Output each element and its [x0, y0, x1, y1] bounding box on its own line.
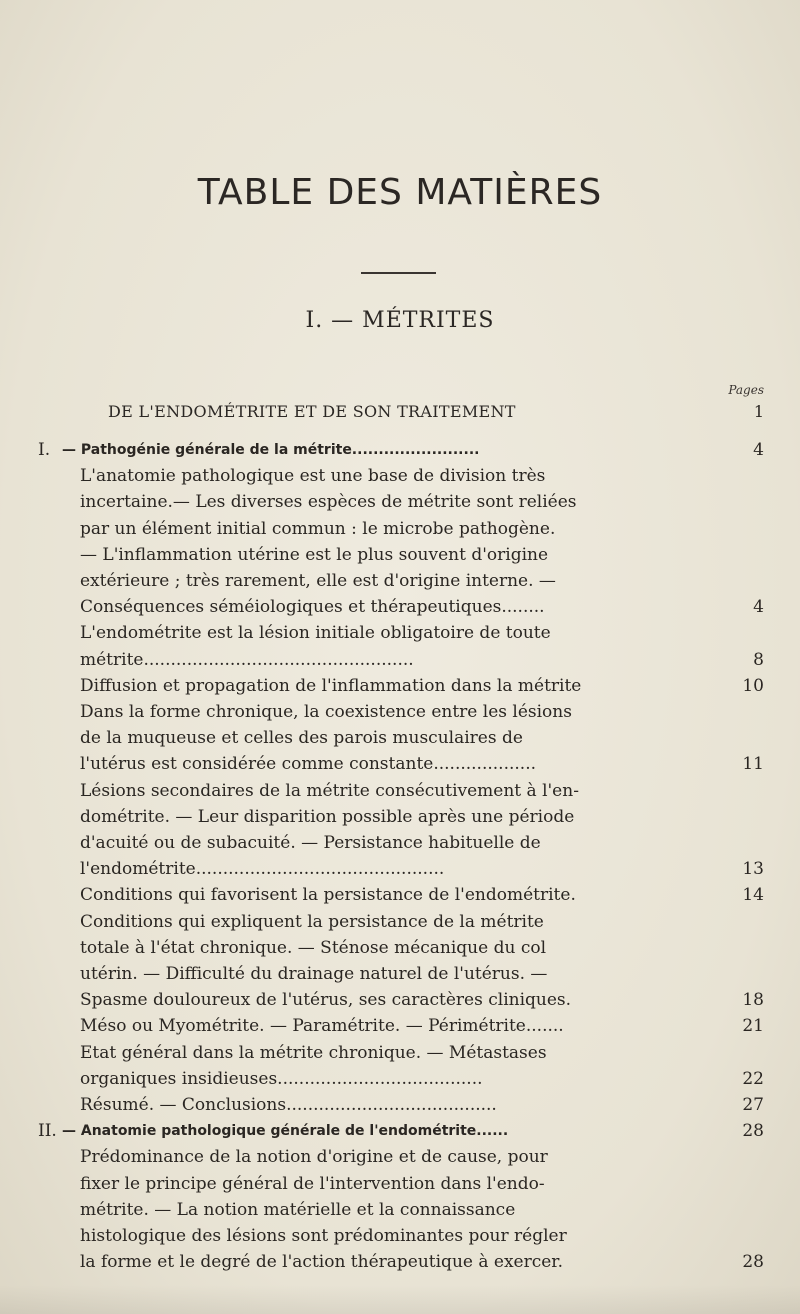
toc-entry-text: de la muqueuse et celles des parois musculaires de — [80, 728, 523, 748]
toc-entry-page: 22 — [742, 1069, 764, 1089]
toc-entry — [0, 908, 800, 936]
toc-entry-text: la forme et le degré de l'action thérapeutique à exercer. — [80, 1252, 563, 1272]
toc-entry — [0, 619, 800, 647]
toc-entry — [0, 1196, 800, 1224]
toc-entry-text: Méso ou Myométrite. — Paramétrite. — Périmétrite....... — [80, 1016, 564, 1036]
toc-entry — [0, 541, 800, 569]
toc-entry — [0, 515, 800, 543]
toc-entry-page: 21 — [742, 1016, 764, 1036]
toc-entry-page: 4 — [753, 597, 764, 617]
toc-entry — [0, 829, 800, 857]
toc-entry-text: d'acuité ou de subacuité. — Persistance habituelle de — [80, 833, 541, 853]
toc-entry-text: Prédominance de la notion d'origine et de cause, pour — [80, 1147, 548, 1167]
toc-entry-text: métrite.................................................. — [80, 650, 414, 670]
toc-entry-text: — Pathogénie générale de la métrite........................ — [62, 442, 480, 458]
toc-entry-text: extérieure ; très rarement, elle est d'origine interne. — — [80, 571, 556, 591]
page-title: TABLE DES MATIÈRES — [197, 172, 603, 213]
toc-entry — [0, 646, 800, 674]
toc-entry-page: 11 — [742, 754, 764, 774]
toc-entry-text: L'anatomie pathologique est une base de division très — [80, 466, 546, 486]
toc-entry — [0, 436, 800, 464]
toc-entry-page: 28 — [742, 1252, 764, 1272]
toc-entry-text: par un élément initial commun : le microbe pathogène. — [80, 519, 556, 539]
toc-entry-text: Spasme douloureux de l'utérus, ses caractères cliniques. — [80, 990, 572, 1010]
toc-entry — [0, 960, 800, 988]
toc-entry-text: Dans la forme chronique, la coexistence entre les lésions — [80, 702, 572, 722]
toc-entry — [0, 488, 800, 516]
toc-entry-text: utérin. — Difficulté du drainage naturel de l'utérus. — — [80, 964, 548, 984]
toc-entry — [0, 462, 800, 490]
toc-entry-number: I. — [38, 440, 51, 460]
toc-entry — [0, 1117, 800, 1145]
toc-entry-text: Etat général dans la métrite chronique. — Métastases — [80, 1043, 547, 1063]
toc-entry-text: incertaine.— Les diverses espèces de métrite sont reliées — [80, 492, 577, 512]
toc-entry-page: 4 — [753, 440, 764, 460]
toc-entry-page: 14 — [742, 885, 764, 905]
toc-entry — [0, 593, 800, 621]
toc-entry-text: — Anatomie pathologique générale de l'endométrite...... — [62, 1123, 509, 1139]
toc-entry-text: totale à l'état chronique. — Sténose mécanique du col — [80, 938, 547, 958]
toc-entry — [0, 750, 800, 778]
toc-entry-text: — L'inflammation utérine est le plus souvent d'origine — [80, 545, 549, 565]
section-heading: I. — MÉTRITES — [305, 308, 495, 333]
toc-entry — [0, 934, 800, 962]
pages-column-label: Pages — [728, 383, 764, 397]
toc-entry-text: organiques insidieuses...................................... — [80, 1069, 483, 1089]
toc-entry-text: Lésions secondaires de la métrite consécutivement à l'en- — [80, 781, 579, 801]
toc-entry-page: 18 — [742, 990, 764, 1010]
toc-entry — [0, 1248, 800, 1276]
toc-entry-text: L'endométrite est la lésion initiale obligatoire de toute — [80, 623, 551, 643]
toc-entry — [0, 698, 800, 726]
toc-entry — [0, 1143, 800, 1171]
chapter-subtitle-page: 1 — [753, 402, 764, 421]
toc-entry — [0, 567, 800, 595]
toc-entry-text: Résumé. — Conclusions....................................... — [80, 1095, 497, 1115]
chapter-subtitle: DE L'ENDOMÉTRITE ET DE SON TRAITEMENT — [108, 402, 516, 421]
toc-entry — [0, 1012, 800, 1040]
toc-entry-text: Conséquences séméiologiques et thérapeutiques........ — [80, 597, 545, 617]
toc-entry — [0, 777, 800, 805]
toc-entry-text: dométrite. — Leur disparition possible après une période — [80, 807, 575, 827]
toc-entry — [0, 986, 800, 1014]
toc-entry-text: l'utérus est considérée comme constante................... — [80, 754, 537, 774]
toc-entry — [0, 1039, 800, 1067]
toc-entry — [0, 1170, 800, 1198]
toc-entry — [0, 1091, 800, 1119]
toc-entry — [0, 672, 800, 700]
toc-entry-text: métrite. — La notion matérielle et la connaissance — [80, 1200, 516, 1220]
toc-entry-page: 27 — [742, 1095, 764, 1115]
title-divider — [361, 272, 436, 274]
toc-entry — [0, 855, 800, 883]
toc-entry-number: II. — [38, 1121, 57, 1141]
toc-entry-text: l'endométrite.............................................. — [80, 859, 445, 879]
page-edge-shadow — [0, 1285, 800, 1314]
toc-entry-text: Conditions qui expliquent la persistance de la métrite — [80, 912, 544, 932]
toc-entry-text: Diffusion et propagation de l'inflammation dans la métrite — [80, 676, 582, 696]
toc-entry — [0, 803, 800, 831]
toc-entry — [0, 1222, 800, 1250]
toc-entry — [0, 724, 800, 752]
toc-entry-text: histologique des lésions sont prédominantes pour régler — [80, 1226, 567, 1246]
toc-entry — [0, 1065, 800, 1093]
toc-entry-text: fixer le principe général de l'intervention dans l'endo- — [80, 1174, 545, 1194]
toc-entry — [0, 881, 800, 909]
toc-entry-page: 13 — [742, 859, 764, 879]
toc-entry-page: 10 — [742, 676, 764, 696]
toc-entry-text: Conditions qui favorisent la persistance de l'endométrite. — [80, 885, 576, 905]
toc-entry-page: 8 — [753, 650, 764, 670]
toc-entry-page: 28 — [742, 1121, 764, 1141]
